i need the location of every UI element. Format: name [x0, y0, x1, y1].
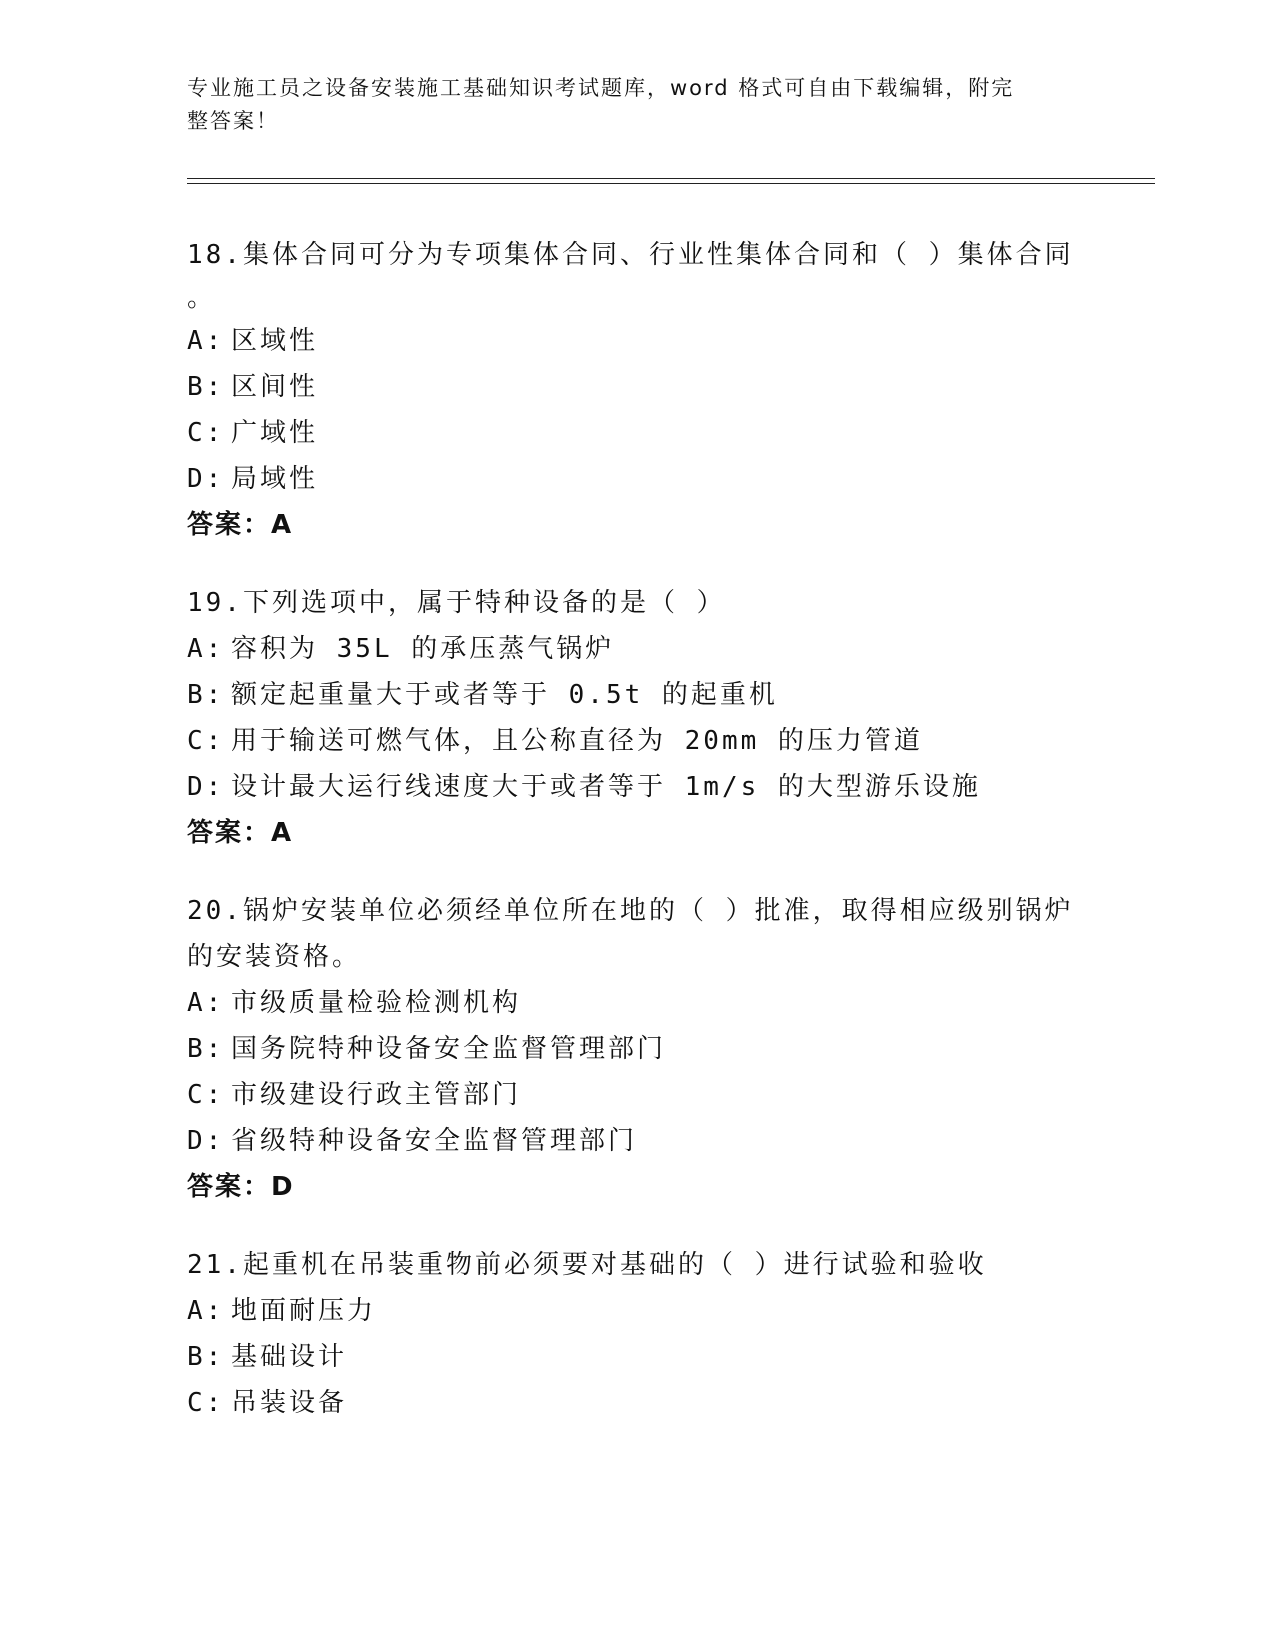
- option-key: B:: [187, 680, 225, 710]
- header-line-1: 专业施工员之设备安装施工基础知识考试题库，word 格式可自由下载编辑，附完: [187, 76, 1015, 100]
- option-text: 用于输送可燃气体，且公称直径为 20mm 的压力管道: [231, 726, 923, 756]
- option-b: [187, 1026, 1087, 1072]
- option-d: [187, 456, 1087, 502]
- question-text-continued: 的安装资格。: [187, 942, 362, 972]
- question-19: [187, 580, 1087, 856]
- answer: 答案：A: [187, 818, 294, 848]
- option-c: [187, 718, 1087, 764]
- option-text: 省级特种设备安全监督管理部门: [231, 1126, 638, 1156]
- option-key: A:: [187, 634, 225, 664]
- header-line-2: 整答案！: [187, 109, 279, 133]
- option-key: B:: [187, 1034, 225, 1064]
- question-20: [187, 888, 1087, 1210]
- option-text: 市级质量检验检测机构: [231, 988, 522, 1018]
- option-key: A:: [187, 326, 225, 356]
- option-a: [187, 1288, 1087, 1334]
- option-b: [187, 1334, 1087, 1380]
- option-key: C:: [187, 1388, 225, 1418]
- question-text: 19.下列选项中，属于特种设备的是（ ）: [187, 588, 726, 618]
- question-list: [187, 232, 1087, 1458]
- option-b: [187, 672, 1087, 718]
- option-text: 国务院特种设备安全监督管理部门: [231, 1034, 667, 1064]
- option-c: [187, 1072, 1087, 1118]
- option-key: D:: [187, 464, 225, 494]
- answer: 答案：A: [187, 510, 294, 540]
- header-divider-top: [187, 178, 1155, 179]
- header-divider-bottom: [187, 183, 1155, 184]
- option-text: 基础设计: [231, 1342, 348, 1372]
- option-c: [187, 1380, 1087, 1426]
- option-key: A:: [187, 1296, 225, 1326]
- option-text: 额定起重量大于或者等于 0.5t 的起重机: [231, 680, 778, 710]
- option-key: A:: [187, 988, 225, 1018]
- option-key: B:: [187, 372, 225, 402]
- option-c: [187, 410, 1087, 456]
- option-text: 吊装设备: [231, 1388, 348, 1418]
- document-header: [187, 72, 1067, 138]
- question-text: 18.集体合同可分为专项集体合同、行业性集体合同和（ ）集体合同: [187, 240, 1074, 270]
- option-b: [187, 364, 1087, 410]
- option-text: 市级建设行政主管部门: [231, 1080, 522, 1110]
- option-text: 设计最大运行线速度大于或者等于 1m/s 的大型游乐设施: [231, 772, 981, 802]
- option-key: B:: [187, 1342, 225, 1372]
- option-a: [187, 318, 1087, 364]
- answer: 答案：D: [187, 1172, 295, 1202]
- option-key: C:: [187, 418, 225, 448]
- question-text-continued: 。: [187, 283, 217, 313]
- option-key: D:: [187, 772, 225, 802]
- option-text: 容积为 35L 的承压蒸气锅炉: [231, 634, 615, 664]
- option-d: [187, 1118, 1087, 1164]
- option-d: [187, 764, 1087, 810]
- question-text: 20.锅炉安装单位必须经单位所在地的（ ）批准，取得相应级别锅炉: [187, 896, 1074, 926]
- option-text: 局域性: [231, 464, 319, 494]
- option-text: 广域性: [231, 418, 319, 448]
- question-18: [187, 232, 1087, 548]
- option-a: [187, 626, 1087, 672]
- option-text: 区域性: [231, 326, 319, 356]
- question-text: 21.起重机在吊装重物前必须要对基础的（ ）进行试验和验收: [187, 1250, 987, 1280]
- option-key: D:: [187, 1126, 225, 1156]
- option-a: [187, 980, 1087, 1026]
- option-text: 地面耐压力: [231, 1296, 377, 1326]
- option-key: C:: [187, 1080, 225, 1110]
- question-21: [187, 1242, 1087, 1426]
- option-key: C:: [187, 726, 225, 756]
- option-text: 区间性: [231, 372, 319, 402]
